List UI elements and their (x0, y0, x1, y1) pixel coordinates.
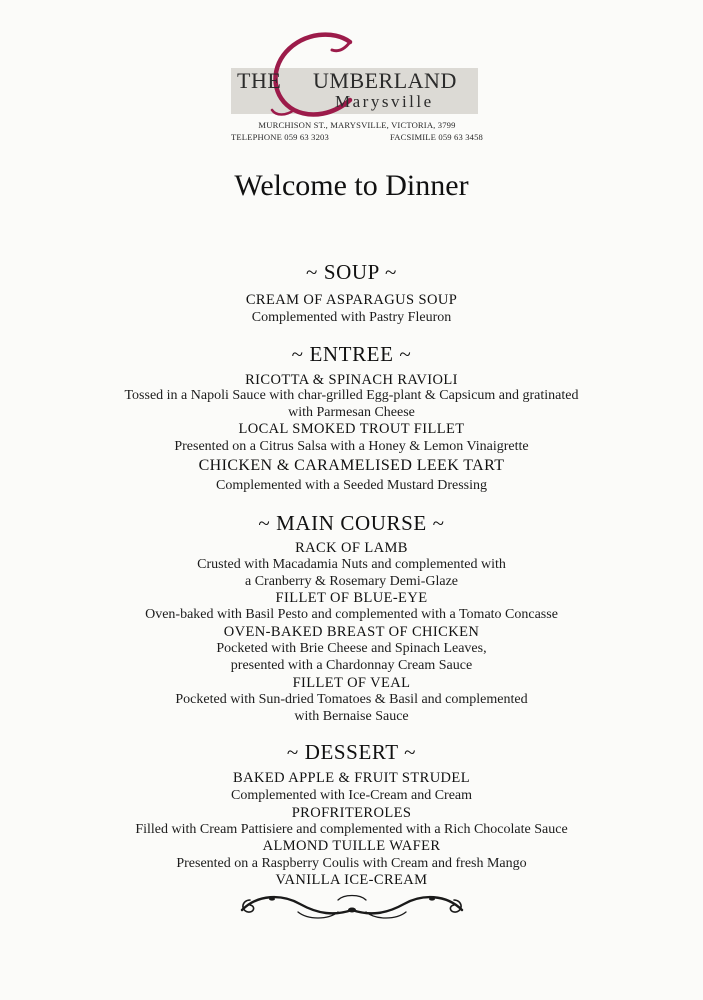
dish-description: Pocketed with Brie Cheese and Spinach Leaves, (216, 641, 487, 656)
section-heading-soup: ~ SOUP ~ (306, 260, 397, 284)
ornamental-flourish-icon (238, 888, 466, 922)
section-heading-main-course: ~ MAIN COURSE ~ (258, 511, 445, 535)
dish-name: ALMOND TUILLE WAFER (262, 838, 441, 854)
dish-name: PROFRITEROLES (291, 805, 412, 821)
dish-description: Filled with Cream Pattisiere and complemented with a Rich Chocolate Sauce (135, 822, 568, 837)
dish-name: CREAM OF ASPARAGUS SOUP (245, 292, 458, 308)
dish-name: FILLET OF BLUE-EYE (275, 590, 428, 606)
address-line: MURCHISON ST., MARYSVILLE, VICTORIA, 3799 (258, 120, 456, 130)
page-title: Welcome to Dinner (234, 169, 469, 202)
logo-the: THE (237, 68, 282, 93)
dish-description: Oven-baked with Basil Pesto and complemented with a Tomato Concasse (145, 607, 558, 622)
facsimile: FACSIMILE 059 63 3458 (390, 132, 483, 142)
dish-description: Complemented with Pastry Fleuron (251, 310, 452, 325)
dish-description: Presented on a Raspberry Coulis with Cream and fresh Mango (176, 856, 527, 871)
dish-name: RACK OF LAMB (295, 540, 408, 556)
dish-description: Tossed in a Napoli Sauce with char-grilled Egg-plant & Capsicum and gratinated (124, 388, 579, 403)
logo-town: Marysville (335, 92, 434, 111)
dish-name: CHICKEN & CARAMELISED LEEK TART (198, 457, 505, 474)
dish-description: Crusted with Macadamia Nuts and complemented with (197, 557, 506, 572)
dish-name: BAKED APPLE & FRUIT STRUDEL (233, 770, 470, 786)
section-heading-entree: ~ ENTREE ~ (291, 342, 412, 366)
dish-description: Complemented with Ice-Cream and Cream (230, 788, 473, 803)
dish-description: Complemented with a Seeded Mustard Dressing (215, 478, 487, 493)
dish-name: RICOTTA & SPINACH RAVIOLI (245, 372, 458, 388)
section-heading-dessert: ~ DESSERT ~ (286, 740, 417, 764)
logo-name: UMBERLAND (313, 68, 457, 93)
telephone: TELEPHONE 059 63 3203 (231, 132, 329, 142)
dish-description: Presented on a Citrus Salsa with a Honey & Lemon Vinaigrette (174, 439, 529, 454)
dish-name: LOCAL SMOKED TROUT FILLET (238, 421, 465, 437)
dish-name: OVEN-BAKED BREAST OF CHICKEN (223, 624, 480, 640)
dish-description: presented with a Chardonnay Cream Sauce (230, 658, 473, 673)
dish-description: Pocketed with Sun-dried Tomatoes & Basil and complemented (175, 692, 528, 707)
dish-description: a Cranberry & Rosemary Demi-Glaze (244, 574, 459, 589)
dish-description: with Bernaise Sauce (294, 709, 409, 724)
dish-name: VANILLA ICE-CREAM (275, 872, 428, 888)
dish-description: with Parmesan Cheese (288, 405, 415, 420)
dish-name: FILLET OF VEAL (292, 675, 411, 691)
contact-line (231, 132, 483, 142)
